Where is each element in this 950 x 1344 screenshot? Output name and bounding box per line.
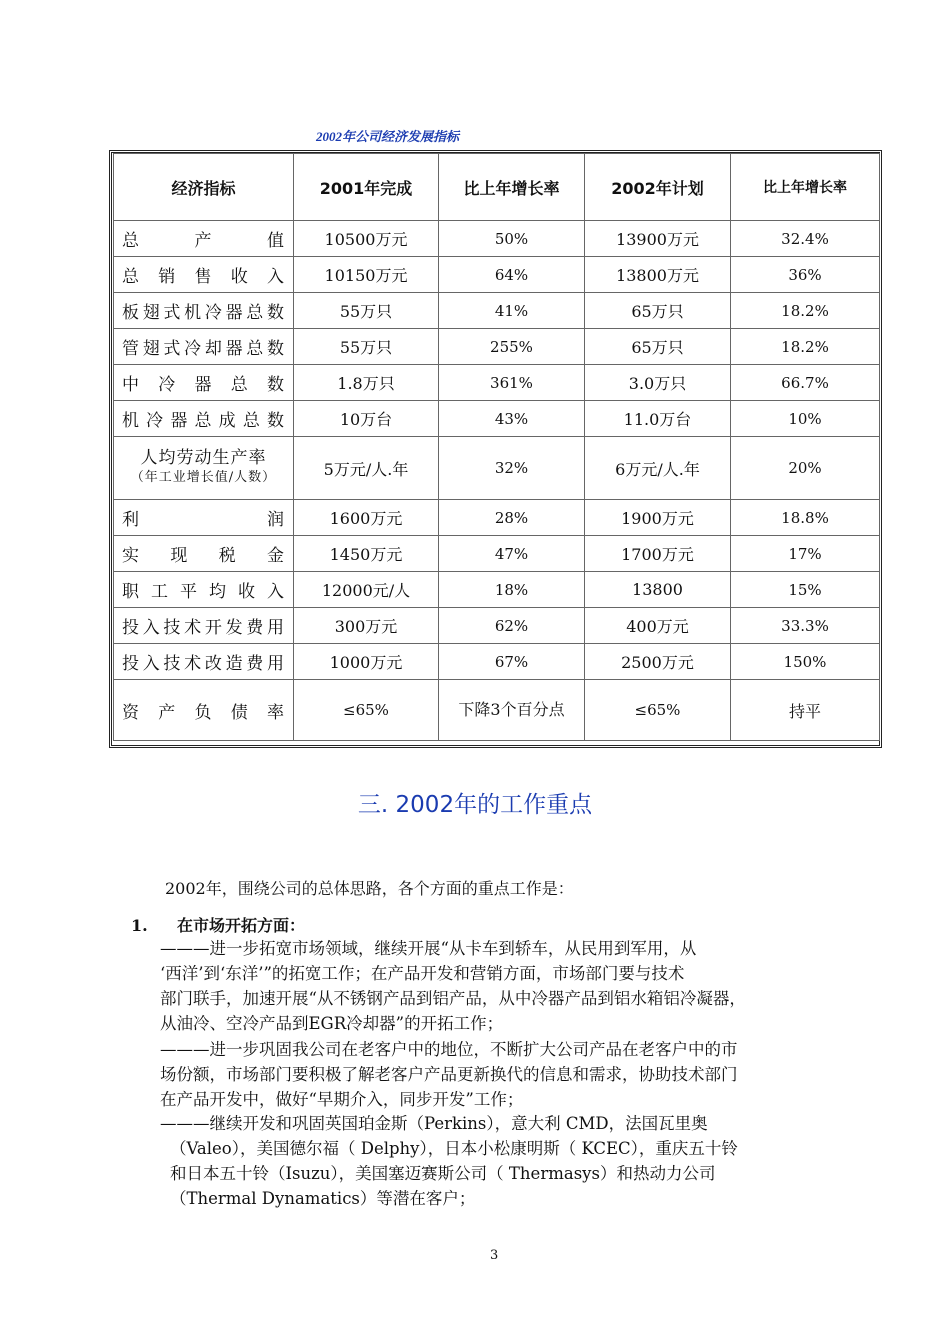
growth-2002: 32.4% — [731, 221, 880, 257]
value-2001: 10500万元 — [294, 221, 439, 257]
growth-2002: 18.2% — [731, 329, 880, 365]
row-label: 板翅式机冷器总数 — [114, 293, 294, 329]
value-2001: 1600万元 — [294, 500, 439, 536]
value-2002: ≤65% — [585, 680, 731, 741]
value-2001: 300万元 — [294, 608, 439, 644]
row-label: 实现税金 — [114, 536, 294, 572]
text-line: 场份额，市场部门要积极了解老客户产品更新换代的信息和需求，协助技术部门 — [160, 1065, 738, 1084]
row-label: 机冷器总成总数 — [114, 401, 294, 437]
table-row — [114, 257, 880, 293]
growth-2001: 41% — [439, 293, 585, 329]
growth-2001: 18% — [439, 572, 585, 608]
row-label: 管翅式冷却器总数 — [114, 329, 294, 365]
value-2002: 2500万元 — [585, 644, 731, 680]
growth-2001: 28% — [439, 500, 585, 536]
value-2001: 1450万元 — [294, 536, 439, 572]
value-2001: 55万只 — [294, 293, 439, 329]
header-2002-plan: 2002年计划 — [585, 154, 731, 221]
row-label — [114, 437, 294, 500]
text-line: 从油冷、空冷产品到EGR冷却器”的开拓工作； — [160, 1014, 504, 1033]
row-label: 职工平均收入 — [114, 572, 294, 608]
growth-2002: 18.2% — [731, 293, 880, 329]
table-row — [114, 680, 880, 741]
growth-2002: 18.8% — [731, 500, 880, 536]
growth-2002: 10% — [731, 401, 880, 437]
table-row — [114, 365, 880, 401]
growth-2002: 36% — [731, 257, 880, 293]
row-label: 总销售收入 — [114, 257, 294, 293]
header-indicator: 经济指标 — [114, 154, 294, 221]
growth-2001: 62% — [439, 608, 585, 644]
row-label-sub: （年工业增长值/人数） — [130, 470, 277, 485]
paragraph-potential-customers — [160, 1111, 860, 1211]
section-title: 三. 2002年的工作重点 — [357, 792, 593, 818]
growth-2001: 47% — [439, 536, 585, 572]
value-2001: 10万台 — [294, 401, 439, 437]
table-row — [114, 329, 880, 365]
page-number: 3 — [490, 1248, 499, 1263]
growth-2001: 32% — [439, 437, 585, 500]
value-2002: 65万只 — [585, 329, 731, 365]
text-line: ‘西洋’到‘东洋’”的拓宽工作；在产品开发和营销方面，市场部门要与技术 — [160, 964, 685, 983]
header-2002-growth: 比上年增长率 — [731, 154, 880, 221]
table-row — [114, 221, 880, 257]
growth-2001: 50% — [439, 221, 585, 257]
value-2001: 55万只 — [294, 329, 439, 365]
growth-2002: 33.3% — [731, 608, 880, 644]
value-2002: 400万元 — [585, 608, 731, 644]
text-line: ———进一步拓宽市场领域，继续开展“从卡车到轿车，从民用到军用，从 — [160, 939, 697, 958]
growth-2001: 255% — [439, 329, 585, 365]
row-label: 总产值 — [114, 221, 294, 257]
row-label: 投入技术改造费用 — [114, 644, 294, 680]
paragraph-old-customers — [160, 1037, 860, 1112]
paragraph-market-expansion — [160, 936, 860, 1036]
value-2002: 13800万元 — [585, 257, 731, 293]
value-2002: 6万元/人.年 — [585, 437, 731, 500]
table-header-row — [114, 154, 880, 221]
table-row — [114, 644, 880, 680]
text-line: （Thermal Dynamatics）等潜在客户； — [170, 1189, 476, 1208]
text-line: （Valeo），美国德尔福（ Delphy），日本小松康明斯（ KCEC），重庆五十铃 — [170, 1139, 738, 1158]
growth-2002: 持平 — [731, 680, 880, 741]
value-2001: 5万元/人.年 — [294, 437, 439, 500]
header-2001-actual: 2001年完成 — [294, 154, 439, 221]
growth-2001: 67% — [439, 644, 585, 680]
table-row — [114, 572, 880, 608]
text-line: 和日本五十铃（Isuzu），美国塞迈赛斯公司（ Thermasys）和热动力公司 — [170, 1164, 716, 1183]
table-row — [114, 293, 880, 329]
item-number: 1. — [131, 916, 148, 935]
item-heading — [131, 913, 305, 936]
growth-2002: 17% — [731, 536, 880, 572]
row-label: 中冷器总数 — [114, 365, 294, 401]
text-line: ———继续开发和巩固英国珀金斯（Perkins），意大利 CMD，法国瓦里奥 — [160, 1114, 708, 1133]
value-2002: 1700万元 — [585, 536, 731, 572]
item-title: 在市场开拓方面： — [177, 916, 306, 935]
growth-2002: 150% — [731, 644, 880, 680]
table-row — [114, 608, 880, 644]
table-row — [114, 500, 880, 536]
row-label-main: 人均劳动生产率 — [140, 448, 267, 468]
growth-2001: 43% — [439, 401, 585, 437]
value-2001: 10150万元 — [294, 257, 439, 293]
growth-2001: 64% — [439, 257, 585, 293]
growth-2001: 361% — [439, 365, 585, 401]
text-line: ———进一步巩固我公司在老客户中的地位，不断扩大公司产品在老客户中的市 — [160, 1040, 738, 1059]
value-2001: 1.8万只 — [294, 365, 439, 401]
value-2002: 1900万元 — [585, 500, 731, 536]
text-line: 部门联手，加速开展“从不锈钢产品到铝产品，从中冷器产品到铝水箱铝冷凝器， — [160, 989, 746, 1008]
value-2001: ≤65% — [294, 680, 439, 741]
row-label: 资产负债率 — [114, 680, 294, 741]
header-2001-growth: 比上年增长率 — [439, 154, 585, 221]
text-line: 在产品开发中，做好“早期介入，同步开发”工作； — [160, 1090, 524, 1109]
growth-2001: 下降3个百分点 — [439, 680, 585, 741]
value-2002: 13800 — [585, 572, 731, 608]
table-row — [114, 437, 880, 500]
row-label: 投入技术开发费用 — [114, 608, 294, 644]
value-2002: 3.0万只 — [585, 365, 731, 401]
growth-2002: 15% — [731, 572, 880, 608]
growth-2002: 20% — [731, 437, 880, 500]
value-2002: 11.0万台 — [585, 401, 731, 437]
table-row — [114, 536, 880, 572]
row-label: 利润 — [114, 500, 294, 536]
intro-paragraph: 2002年，围绕公司的总体思路，各个方面的重点工作是： — [165, 879, 574, 898]
value-2002: 65万只 — [585, 293, 731, 329]
indicator-table — [113, 153, 880, 741]
value-2001: 12000元/人 — [294, 572, 439, 608]
table-caption: 2002年公司经济发展指标 — [316, 129, 460, 144]
growth-2002: 66.7% — [731, 365, 880, 401]
table-row — [114, 401, 880, 437]
value-2002: 13900万元 — [585, 221, 731, 257]
value-2001: 1000万元 — [294, 644, 439, 680]
